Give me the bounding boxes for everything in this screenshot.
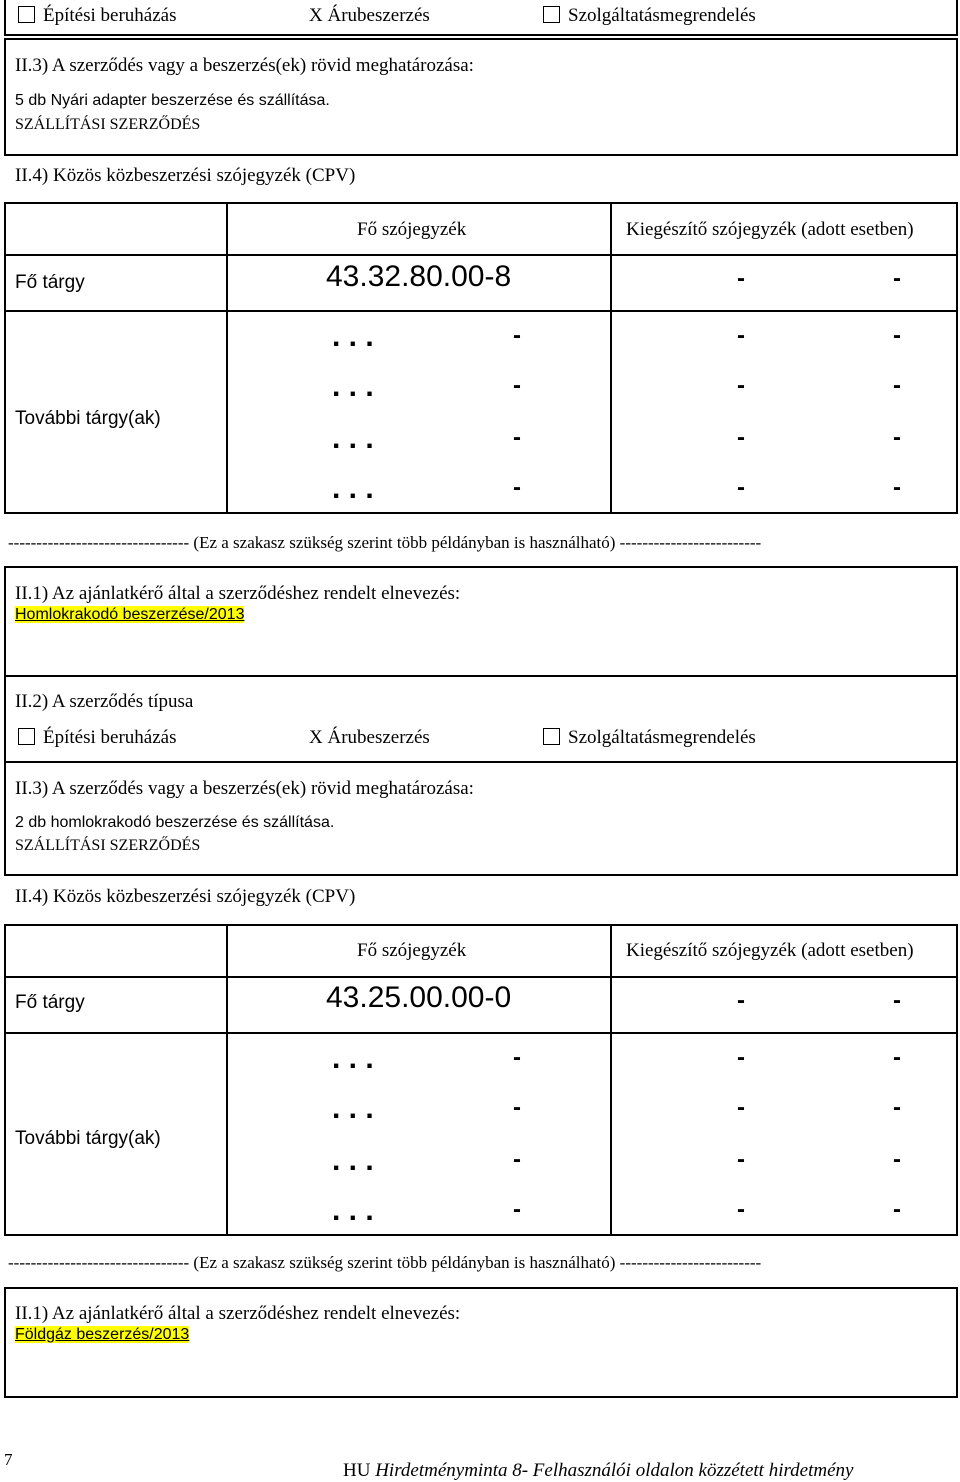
additional-subject-label: További tárgy(ak) bbox=[15, 408, 161, 429]
cpv-main-vocab-header: Fő szójegyzék bbox=[357, 940, 467, 961]
contract-name-value-wrap bbox=[15, 606, 244, 624]
short-desc-contract-kind: SZÁLLÍTÁSI SZERZŐDÉS bbox=[15, 116, 201, 133]
option-supply-top[interactable]: X Árubeszerzés bbox=[309, 5, 430, 26]
cpv-supp-vocab-title: Kiegészítő szójegyzék bbox=[626, 219, 797, 240]
short-desc-text: 2 db homlokrakodó beszerzése és szállítása. bbox=[15, 814, 335, 831]
placeholder-dots: . . . bbox=[332, 370, 374, 403]
footer-title bbox=[343, 1460, 853, 1482]
checkbox-icon[interactable] bbox=[543, 6, 560, 23]
contract-name-value-wrap bbox=[15, 1326, 189, 1344]
placeholder-dash: - bbox=[737, 1044, 745, 1071]
placeholder-dash: - bbox=[893, 1196, 901, 1223]
checkbox-service[interactable] bbox=[543, 727, 756, 749]
placeholder-dots: . . . bbox=[332, 422, 374, 455]
section-separator: -------------------------------- (Ez a szakasz szükség szerint több példányban is használható) ------------------------- bbox=[8, 1253, 762, 1272]
placeholder-dots: . . . bbox=[332, 1144, 374, 1177]
checkbox-construction-top[interactable] bbox=[18, 5, 176, 27]
placeholder-dash: - bbox=[893, 1094, 901, 1121]
checkbox-icon[interactable] bbox=[18, 6, 35, 23]
main-cpv-code: 43.25.00.00-0 bbox=[326, 981, 512, 1014]
short-desc-heading: II.3) A szerződés vagy a beszerzés(ek) rövid meghatározása: bbox=[15, 55, 474, 76]
placeholder-dash: - bbox=[513, 1094, 521, 1121]
supp-code-2: - bbox=[893, 987, 901, 1014]
section-separator: -------------------------------- (Ez a szakasz szükség szerint több példányban is használható) ------------------------- bbox=[8, 533, 762, 552]
placeholder-dash: - bbox=[893, 322, 901, 349]
placeholder-dash: - bbox=[737, 322, 745, 349]
placeholder-dash: - bbox=[513, 1196, 521, 1223]
cpv-supp-vocab-header bbox=[626, 940, 914, 962]
placeholder-dash: - bbox=[737, 1196, 745, 1223]
placeholder-dots: . . . bbox=[332, 472, 374, 505]
placeholder-dash: - bbox=[893, 1044, 901, 1071]
option-label: Építési beruházás bbox=[43, 727, 177, 748]
cpv-main-vocab-header: Fő szójegyzék bbox=[357, 219, 467, 240]
main-subject-label: Fő tárgy bbox=[15, 272, 85, 293]
cpv-table bbox=[4, 924, 958, 1236]
footer-prefix: HU bbox=[343, 1460, 376, 1481]
placeholder-dash: - bbox=[737, 1094, 745, 1121]
placeholder-dash: - bbox=[513, 1146, 521, 1173]
placeholder-dash: - bbox=[513, 372, 521, 399]
option-label: Szolgáltatásmegrendelés bbox=[568, 727, 756, 748]
contract-type-box bbox=[4, 675, 958, 763]
checkbox-icon[interactable] bbox=[18, 728, 35, 745]
main-subject-label: Fő tárgy bbox=[15, 992, 85, 1013]
placeholder-dash: - bbox=[893, 424, 901, 451]
short-desc-heading: II.3) A szerződés vagy a beszerzés(ek) rövid meghatározása: bbox=[15, 778, 474, 799]
contract-name-value: Földgáz beszerzés/2013 bbox=[15, 1326, 190, 1343]
placeholder-dash: - bbox=[513, 322, 521, 349]
placeholder-dash: - bbox=[737, 1146, 745, 1173]
page-number: 7 bbox=[4, 1450, 13, 1469]
supp-code-2: - bbox=[893, 265, 901, 292]
main-cpv-code: 43.32.80.00-8 bbox=[326, 260, 512, 293]
placeholder-dash: - bbox=[513, 1044, 521, 1071]
supp-code-1: - bbox=[737, 265, 745, 292]
placeholder-dots: . . . bbox=[332, 320, 374, 353]
placeholder-dash: - bbox=[737, 474, 745, 501]
option-label: Szolgáltatásmegrendelés bbox=[568, 5, 756, 26]
short-desc-text: 5 db Nyári adapter beszerzése és szállítása. bbox=[15, 92, 330, 109]
checkbox-icon[interactable] bbox=[543, 728, 560, 745]
placeholder-dash: - bbox=[893, 474, 901, 501]
contract-name-value: Homlokrakodó beszerzése/2013 bbox=[15, 606, 245, 623]
contract-name-heading: II.1) Az ajánlatkérő által a szerződéshez rendelt elnevezés: bbox=[15, 583, 461, 604]
placeholder-dash: - bbox=[737, 424, 745, 451]
cpv-supp-vocab-note: (adott esetben) bbox=[796, 219, 914, 240]
option-supply[interactable]: X Árubeszerzés bbox=[309, 727, 430, 748]
cpv-supp-vocab-title: Kiegészítő szójegyzék bbox=[626, 940, 797, 961]
placeholder-dash: - bbox=[893, 1146, 901, 1173]
option-label: Építési beruházás bbox=[43, 5, 177, 26]
cpv-heading: II.4) Közös közbeszerzési szójegyzék (CPV) bbox=[15, 886, 356, 907]
placeholder-dash: - bbox=[893, 372, 901, 399]
placeholder-dots: . . . bbox=[332, 1092, 374, 1125]
placeholder-dash: - bbox=[513, 474, 521, 501]
cpv-supp-vocab-header bbox=[626, 219, 914, 241]
checkbox-service-top[interactable] bbox=[543, 5, 756, 27]
cpv-supp-vocab-note: (adott esetben) bbox=[796, 940, 914, 961]
checkbox-construction[interactable] bbox=[18, 727, 176, 749]
additional-subject-label: További tárgy(ak) bbox=[15, 1128, 161, 1149]
contract-type-heading: II.2) A szerződés típusa bbox=[15, 691, 194, 712]
supp-code-1: - bbox=[737, 987, 745, 1014]
cpv-table-top bbox=[4, 202, 958, 514]
placeholder-dots: . . . bbox=[332, 1194, 374, 1227]
placeholder-dash: - bbox=[737, 372, 745, 399]
placeholder-dots: . . . bbox=[332, 1042, 374, 1075]
contract-name-heading: II.1) Az ajánlatkérő által a szerződéshez rendelt elnevezés: bbox=[15, 1303, 461, 1324]
footer-document-title: Hirdetményminta 8- Felhasználói oldalon közzétett hirdetmény bbox=[375, 1460, 854, 1481]
short-desc-contract-kind: SZÁLLÍTÁSI SZERZŐDÉS bbox=[15, 837, 201, 854]
cpv-heading: II.4) Közös közbeszerzési szójegyzék (CPV) bbox=[15, 165, 356, 186]
placeholder-dash: - bbox=[513, 424, 521, 451]
